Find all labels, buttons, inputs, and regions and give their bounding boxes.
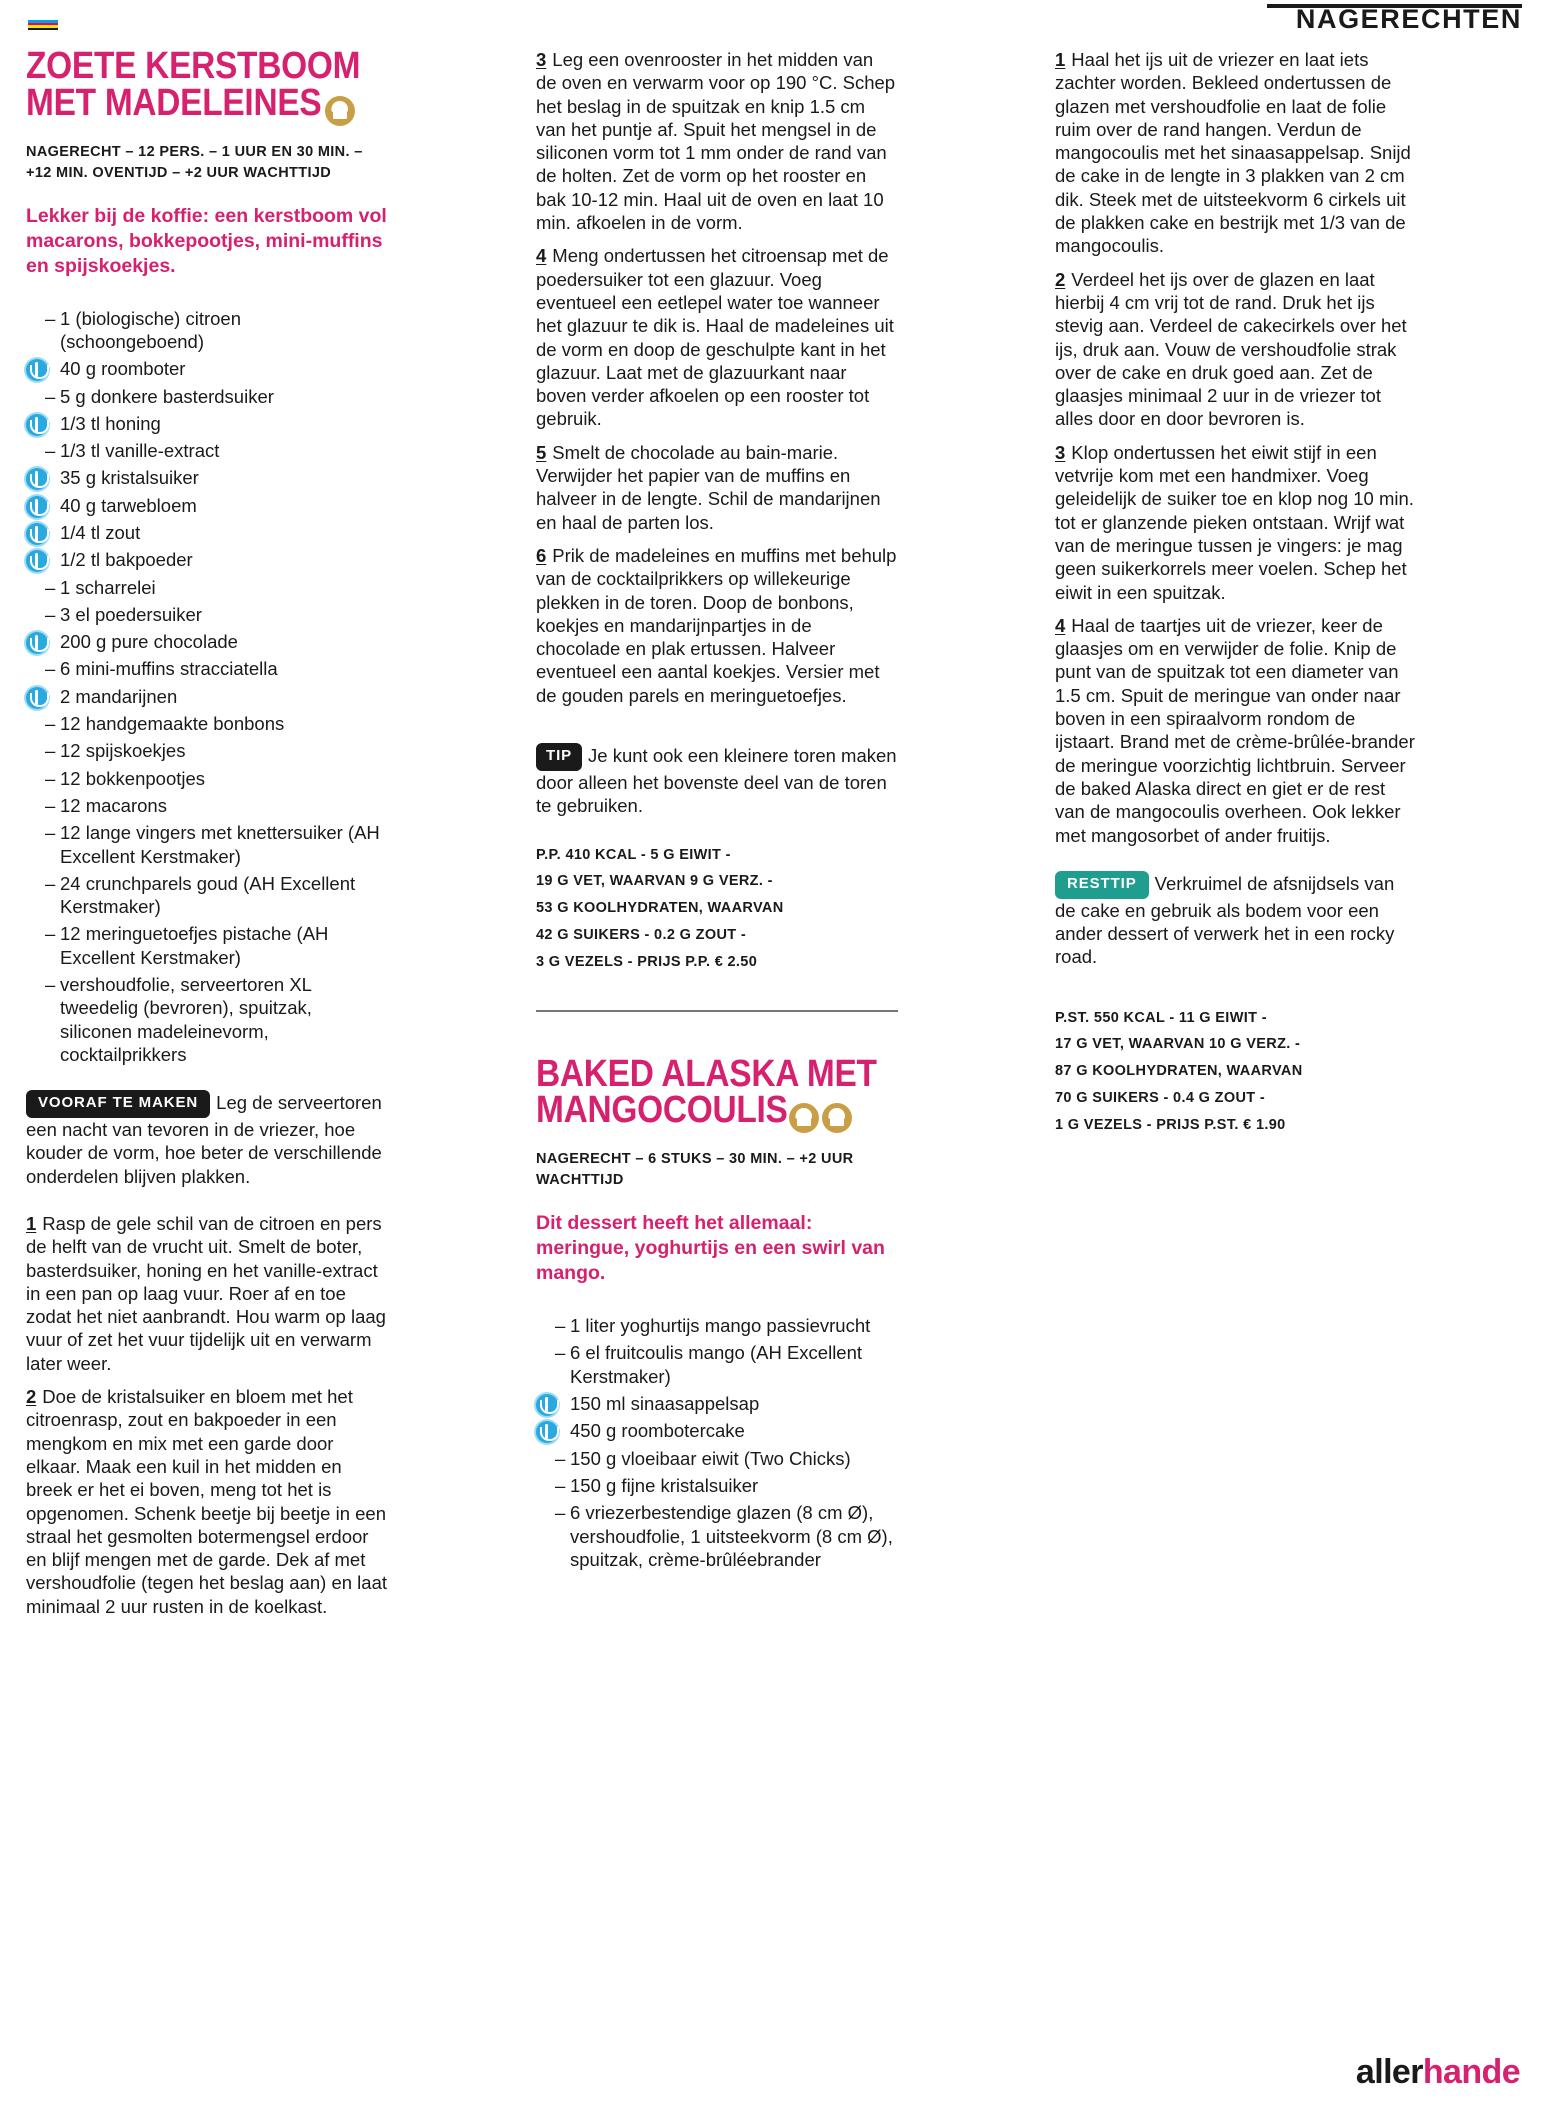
logo-aller: aller [1355,2053,1423,2091]
step-text: Meng ondertussen het citroensap met de poedersuiker tot een glazuur. Voeg eventueel een eetlepel water toe wanneer het glazuur te dik is. Haal de madeleines uit de vorm en doop de geschulpte kant in het glazuur. Laat met de glazuurkant naar boven verder afkoelen op een rooster tot gebruik. [536,245,894,430]
ingredient-item [26,712,388,735]
step-number: 4 [536,245,547,267]
ingredient-item [536,1314,898,1337]
recipe-step [536,244,898,430]
recipe-2-resttip-paragraph [1055,871,1417,969]
ingredient-dash: – [45,385,56,407]
ingredient-item [26,821,388,868]
recipe-2-title-text: BAKED ALASKA MET MANGOCOULIS [536,1052,877,1132]
ingredient-item [536,1447,898,1470]
allerhande-logo [1356,2053,1520,2092]
step-text: Verdeel het ijs over de glazen en laat hierbij 4 cm vrij tot de rand. Druk het ijs stevig aan. Verdeel de cakecirkels over het ijs, druk aan. Vouw de vershoudfolie strak over de cake en druk goed aan. Zet de glaasjes minimaal 2 uur in de vriezer tot alles door en door bevroren is. [1055,268,1407,430]
ingredient-item [26,657,388,680]
ingredient-item [26,385,388,408]
ingredient-text: 150 g fijne kristalsuiker [570,1474,759,1496]
recipe-2-lead: Dit dessert heeft het allemaal: meringue, yoghurtijs en een swirl van mango. [536,1212,885,1285]
nutrition-line: 19 G VET, WAARVAN 9 G VERZ. - [536,873,773,890]
recipe-2-nutrition [1055,1005,1417,1139]
recipe-2-hat-icons [789,1098,855,1135]
ah-product-icon [26,496,48,518]
recipe-step [536,48,898,234]
ingredient-dash: – [45,440,56,462]
ingredient-dash: – [45,794,56,816]
ingredient-item [536,1341,898,1388]
column-3 [1055,48,1417,1139]
step-text: Haal de taartjes uit de vriezer, keer de glaasjes om en verwijder de folie. Knip de punt van de spuitzak tot een diameter van 1.5 cm. Spuit de meringue van onder naar boven in een spiraalvorm rondom de ijstaart. Brand met de crème-brûlée-brander de meringue voorzichtig lichtbruin. Serveer de baked Alaska direct en giet er de rest van de mangocoulis overheen. Ook lekker met mangosorbet of ander fruitijs. [1055,614,1415,846]
ingredient-text: 1 scharrelei [60,576,156,598]
nutrition-line: 87 G KOOLHYDRATEN, WAARVAN [1055,1063,1303,1080]
step-number: 4 [1055,614,1066,636]
recipe-step [26,1385,388,1618]
ingredient-item [26,973,388,1066]
ingredient-text: 12 meringuetoefjes pistache (AH Excellent Kerstmaker) [60,923,329,968]
ingredient-dash: – [45,767,56,789]
recipe-2-meta: NAGERECHT – 6 STUKS – 30 MIN. – +2 UUR WACHTTIJD [536,1151,854,1189]
ingredient-dash: – [45,713,56,735]
step-number: 3 [536,49,547,70]
ingredient-text: 6 vriezerbestendige glazen (8 cm Ø), vershoudfolie, 1 uitsteekvorm (8 cm Ø), spuitzak, crème-brûléebrander [570,1502,893,1570]
ingredient-item [26,794,388,817]
ingredient-dash: – [555,1315,566,1337]
nutrition-line: P.ST. 550 KCAL - 11 G EIWIT - [1055,1009,1267,1026]
step-number: 1 [26,1213,37,1234]
step-text: Rasp de gele schil van de citroen en pers de helft van de vrucht uit. Smelt de boter, basterdsuiker, honing en het vanille-extract in een pan op laag vuur. Roer af en toe zodat het niet aanbrandt. Hou warm op laag vuur of zet het vuur tijdelijk uit en verwarm later weer. [26,1213,386,1374]
step-text: Leg een ovenrooster in het midden van de oven en verwarm voor op 190 °C. Schep het beslag in de spuitzak en knip 1.5 cm van het puntje af. Spuit het mengsel in de siliconen vorm tot 1 mm onder de rand van de holten. Zet de vorm op het rooster en bak 10-12 min. Haal uit de oven en laat 10 min. afkoelen in de vorm. [536,49,896,234]
nutrition-line: 1 G VEZELS - PRIJS P.ST. € 1.90 [1055,1116,1286,1133]
ingredient-text: 200 g pure chocolade [60,631,238,653]
ingredient-item [536,1419,898,1442]
ingredient-item [26,494,388,517]
ingredient-text: vershoudfolie, serveertoren XL tweedelig (bevroren), spuitzak, siliconen madeleinevorm, cocktailprikkers [60,974,312,1065]
recipe-2-resttip-text: Verkruimel de afsnijdsels van de cake en gebruik als bodem voor een ander dessert of verwerk het in een rocky road. [1055,872,1395,968]
ah-product-icon [26,468,48,490]
ingredient-item [26,521,388,544]
recipe-step [1055,441,1417,604]
ingredient-text: 150 g vloeibaar eiwit (Two Chicks) [570,1447,851,1469]
chef-hat-icon [822,1103,852,1133]
ingredient-dash: – [45,923,56,945]
step-text: Prik de madeleines en muffins met behulp van de cocktailprikkers op willekeurige plekken in de toren. Doop de bonbons, koekjes en mandarijnpartjes in de chocolade en plak ertussen. Halveer eventueel een aantal koekjes. Versier met de gouden parels en meringuetoefjes. [536,544,897,706]
ah-product-icon [536,1421,558,1443]
ingredient-text: 12 spijskoekjes [60,740,186,762]
ingredient-item [26,466,388,489]
recipe-1-lead: Lekker bij de koffie: een kerstboom vol macarons, bokkepootjes, mini-muffins en spijskoekjes. [26,204,387,277]
ingredient-item [26,357,388,380]
nutrition-line: 3 G VEZELS - PRIJS P.P. € 2.50 [536,953,758,970]
ingredient-item [536,1501,898,1571]
ingredient-item [536,1474,898,1497]
ingredient-text: 40 g tarwebloem [60,494,197,516]
ingredient-text: 6 el fruitcoulis mango (AH Excellent Kerstmaker) [570,1342,863,1387]
ingredient-item [26,872,388,919]
ingredient-text: 12 macarons [60,794,167,816]
ingredient-item [26,439,388,462]
ingredient-item [26,767,388,790]
ingredient-dash: – [45,576,56,598]
ingredient-text: 3 el poedersuiker [60,603,202,625]
ingredient-item [26,548,388,571]
step-text: Klop ondertussen het eiwit stijf in een vetvrije kom met een handmixer. Voeg geleidelijk de suiker toe en klop nog 10 min. tot er glanzende pieken ontstaan. Wrijf wat van de meringue tussen je vingers: je mag geen suikerkorrels meer voelen. Schep het eiwit in een spuitzak. [1055,441,1414,603]
nutrition-line: 53 G KOOLHYDRATEN, WAARVAN [536,900,784,917]
ingredient-item [26,307,388,354]
step-text: Haal het ijs uit de vriezer en laat iets zachter worden. Bekleed ondertussen de glazen met vershoudfolie en laat de folie ruim over de rand hangen. Verdun de mangocoulis met het sinaasappelsap. Snijd de cake in de lengte in 3 plakken van 2 cm dik. Steek met de uitsteekvorm 6 cirkels uit de plakken cake en bestrijk met 1/3 van de mangocoulis. [1055,49,1411,257]
vooraf-te-maken-badge: VOORAF TE MAKEN [26,1090,210,1118]
recipe-step [536,544,898,707]
ingredient-item [536,1392,898,1415]
ingredient-dash: – [45,872,56,894]
column-1 [26,45,388,1628]
recipe-step [1055,614,1417,847]
ingredient-dash: – [555,1447,566,1469]
ingredient-text: 24 crunchparels goud (AH Excellent Kerstmaker) [60,872,356,918]
ingredient-item [26,685,388,708]
resttip-badge: RESTTIP [1055,871,1149,899]
recipe-1-ingredient-list [26,307,388,1067]
ingredient-dash: – [555,1474,566,1496]
ah-product-icon [26,414,48,436]
ingredient-item [26,922,388,969]
recipe-1-nutrition [536,842,898,976]
cmyk-registration-mark [28,20,58,30]
recipe-1-tip-text: Je kunt ook een kleinere toren maken door alleen het bovenste deel van de toren te gebruiken. [536,745,897,817]
ingredient-dash: – [45,307,56,329]
ingredient-text: 6 mini-muffins stracciatella [60,658,278,680]
ingredient-dash: – [45,974,56,996]
ingredient-dash: – [45,658,56,680]
recipe-2-steps [1055,48,1417,847]
recipe-1-meta: NAGERECHT – 12 PERS. – 1 UUR EN 30 MIN. – +12 MIN. OVENTIJD – +2 UUR WACHTTIJD [26,143,363,181]
ingredient-item [26,603,388,626]
ah-product-icon [26,359,48,381]
page-columns [0,45,1550,1998]
recipe-1-prep-text: Leg de serveertoren een nacht van tevoren in de vriezer, hoe kouder de vorm, hoe beter de verschillende onderdelen blijven plakken. [26,1092,382,1187]
ingredient-text: 150 ml sinaasappelsap [570,1393,760,1415]
chef-hat-icon [789,1103,819,1133]
ingredient-text: 1 liter yoghurtijs mango passievrucht [570,1315,871,1337]
nutrition-line: 42 G SUIKERS - 0.2 G ZOUT - [536,926,747,943]
ah-product-icon [26,687,48,709]
recipe-step [536,441,898,534]
recipe-1-title [26,45,389,128]
column-divider [536,1010,898,1012]
recipe-1-steps-col1 [26,1212,388,1618]
step-number: 3 [1055,441,1066,463]
logo-hande: hande [1422,2053,1520,2091]
ingredient-text: 12 lange vingers met knettersuiker (AH Excellent Kerstmaker) [60,822,380,867]
ingredient-dash: – [45,603,56,625]
page-header [0,0,1550,40]
ingredient-item [26,412,388,435]
ah-product-icon [536,1394,558,1416]
nutrition-line: 17 G VET, WAARVAN 10 G VERZ. - [1055,1036,1301,1053]
nutrition-line: P.P. 410 KCAL - 5 G EIWIT - [536,846,731,863]
ingredient-text: 12 bokkenpootjes [60,767,206,789]
ingredient-text: 40 g roomboter [60,358,186,380]
recipe-2-ingredient-list [536,1314,898,1571]
recipe-1-title-text: ZOETE KERSTBOOM MET MADELEINES [26,45,361,124]
step-number: 6 [536,544,547,566]
step-text: Smelt de chocolade au bain-marie. Verwijder het papier van de muffins en halveer in de lengte. Schil de mandarijnen en haal de parten los. [536,441,881,533]
ingredient-dash: – [555,1502,566,1524]
ingredient-text: 35 g kristalsuiker [60,467,199,489]
tip-badge: TIP [536,743,582,771]
ingredient-text: 1/4 tl zout [60,521,141,543]
ah-product-icon [26,632,48,654]
ingredient-dash: – [555,1342,566,1364]
ingredient-item [26,630,388,653]
ah-product-icon [26,550,48,572]
step-number: 2 [1055,268,1066,290]
step-number: 5 [536,441,547,463]
ingredient-dash: – [45,822,56,844]
step-number: 2 [26,1386,37,1408]
ingredient-text: 1/2 tl bakpoeder [60,549,193,571]
column-2 [536,48,898,1595]
step-number: 1 [1055,49,1066,70]
ingredient-text: 1 (biologische) citroen (schoongeboend) [60,307,241,352]
ingredient-text: 2 mandarijnen [60,685,178,707]
ingredient-text: 450 g roombotercake [570,1420,745,1442]
recipe-step [1055,48,1417,258]
ingredient-dash: – [45,740,56,762]
recipe-1-steps-col2 [536,48,898,707]
chef-hat-icon [325,96,355,126]
ingredient-item [26,739,388,762]
ingredient-text: 1/3 tl honing [60,412,161,434]
recipe-2-title [536,1052,899,1136]
recipe-1-hat-icons [325,91,358,128]
recipe-1-prep-paragraph [26,1090,388,1188]
ingredient-item [26,576,388,599]
ingredient-text: 5 g donkere basterdsuiker [60,385,274,407]
ingredient-text: 12 handgemaakte bonbons [60,713,285,735]
ah-product-icon [26,523,48,545]
recipe-step [1055,268,1417,431]
recipe-step [26,1212,388,1375]
section-title: NAGERECHTEN [1295,4,1522,34]
ingredient-text: 1/3 tl vanille-extract [60,440,220,462]
step-text: Doe de kristalsuiker en bloem met het citroenrasp, zout en bakpoeder in een mengkom en mix met een garde door elkaar. Maak een kuil in het midden en breek er het ei boven, meng tot het is opgenomen. Schenk beetje bij beetje in een straal het gesmolten botermengsel erdoor en blijf mengen met de garde. Dek af met vershoudfolie (tegen het beslag aan) en laat minimaal 2 uur rusten in de koelkast. [26,1386,388,1617]
recipe-1-tip-paragraph [536,743,898,817]
nutrition-line: 70 G SUIKERS - 0.4 G ZOUT - [1055,1090,1266,1107]
